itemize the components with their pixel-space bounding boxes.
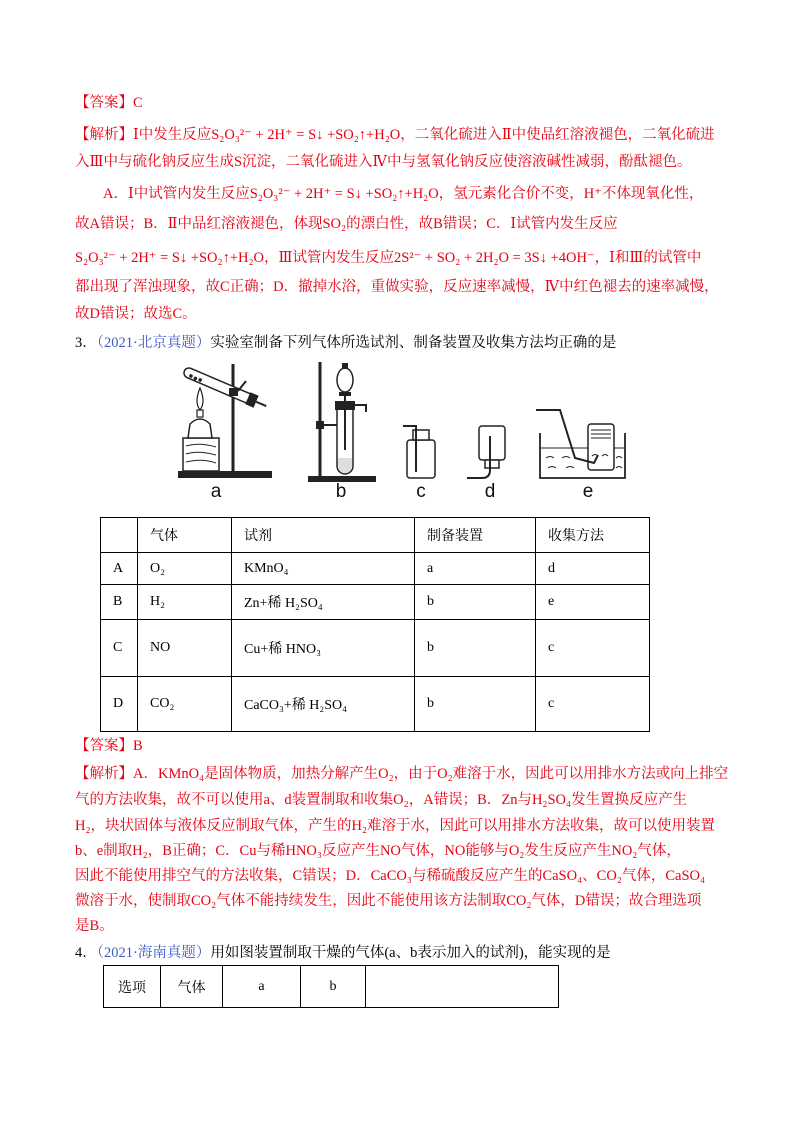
header-gas: 气体 [161,966,223,1008]
answer-b-analysis-line-1: 【解析】A．KMnO₄是固体物质，加热分解产生O₂，由于O₂难溶于水，因此可以用排水方法或向上排空 [75,766,729,782]
gas-cell: NO [138,620,232,677]
header-collection: 收集方法 [536,518,650,553]
table-header-row [104,966,559,1008]
delivery-tube [256,402,266,406]
question-4-line [75,943,611,963]
answer-c-analysis-line-1: 【解析】Ⅰ中发生反应S₂O₃²⁻ + 2H⁺ = S↓ +SO₂↑+H₂O，二氧化硫进入Ⅱ中使品红溶液褪色，二氧化硫进 [75,127,715,143]
apparatus-cell: b [415,620,536,677]
alcohol-lamp [188,388,212,438]
stand-base [178,471,272,478]
collection-cell: e [536,585,650,620]
answer-b-label: 【答案】B [75,738,143,754]
clamp-body [229,388,238,396]
question-3-source-tag: （2021·北京真题） [96,335,211,351]
gas-cell: O₂ [138,553,232,585]
test-tube [182,365,269,412]
apparatus-cell: b [415,677,536,732]
answer-b-analysis-line-2: 气的方法收集，故不可以使用a、d装置制取和收集O₂，A错误；B．Zn与H₂SO₄发生置换反应产生 [75,792,688,808]
option-letter: B [101,585,138,620]
answer-b-analysis-line-6: 微溶于水，使制取CO₂气体不能持续发生，因此不能使用该方法制取CO₂气体，D错误；故合理选项 [75,893,702,909]
answer-c-analysis-line-5: S₂O₃²⁻ + 2H⁺ = S↓ +SO₂↑+H₂O，Ⅲ试管内发生反应2S²⁻ + SO₂ + 2H₂O = 3S↓ +4OH⁻，Ⅰ和Ⅲ的试管中 [75,250,702,266]
funnel-top-stopper [342,363,348,369]
reagent-cell: KMnO₄ [232,553,415,585]
table-corner-cell [101,518,138,553]
table-row [101,585,650,620]
table-header-row [101,518,650,553]
table-row [101,677,650,732]
apparatus-cell: a [415,553,536,585]
gas-bottle-neck [485,460,499,468]
answer-c-analysis-line-6: 都出现了浑浊现象，故C正确；D．撤掉水浴，重做实验，反应速率减慢，Ⅳ中红色褪去的速率减慢， [75,279,719,295]
header-reagent-a: a [223,966,301,1008]
answer-b-analysis-line-3: H₂，块状固体与液体反应制取气体，产生的H₂难溶于水，因此可以用排水方法收集，故可以使用装置 [75,818,716,834]
option-letter: C [101,620,138,677]
answer-c-analysis-line-2: 入Ⅲ中与硫化钠反应生成S沉淀，二氧化硫进入Ⅳ中与氢氧化钠反应使溶液碱性减弱，酚酞褪色。 [75,154,692,170]
gas-cell: CO₂ [138,677,232,732]
reagent-cell: Cu+稀 HNO₃ [232,620,415,677]
apparatus-b-funnel-tube [308,362,376,482]
answer-c-analysis-line-7: 故D错误；故选C。 [75,306,197,322]
lamp-body [188,419,212,438]
question-4-options-table [103,965,559,1008]
question-3-options-table [100,517,650,732]
header-reagent-b: b [301,966,366,1008]
answer-b-analysis-line-7: 是B。 [75,918,114,934]
question-4-number: 4． [75,945,97,961]
option-letter: D [101,677,138,732]
answer-c-analysis-line-3: A．Ⅰ中试管内发生反应S₂O₃²⁻ + 2H⁺ = S↓ +SO₂↑+H₂O，氢元素化合价不变，H⁺不体现氧化性， [103,186,704,202]
question-3-number: 3． [75,335,97,351]
question-3-stem: 实验室制备下列气体所选试剂、制备装置及收集方法均正确的是 [210,335,617,351]
clamp-body [316,421,324,429]
apparatus-figure [170,355,640,505]
apparatus-label-c: c [416,481,426,502]
lamp-flame [197,388,203,410]
apparatus-a-solid-heating [178,364,272,478]
header-apparatus: 制备装置 [415,518,536,553]
gas-bottle-body [479,426,505,460]
header-empty-cell [366,966,559,1008]
apparatus-d-downward-collection-bottle [467,426,505,478]
collection-cell: c [536,620,650,677]
answer-c-analysis-line-4: 故A错误；B．Ⅱ中品红溶液褪色，体现SO₂的漂白性，故B错误；C．Ⅰ试管内发生反应 [75,216,618,232]
wooden-block [183,438,219,471]
separatory-funnel [337,368,353,392]
apparatus-cell: b [415,585,536,620]
tube-clamp [316,421,338,429]
lamp-wick-holder [197,410,203,417]
question-4-stem: 用如图装置制取干燥的气体(a、b表示加入的试剂)，能实现的是 [210,945,611,961]
answer-b-analysis-line-4: b、e制取H₂，B正确；C．Cu与稀HNO₃反应产生NO气体，NO能够与O₂发生反应产生NO₂气体， [75,843,681,859]
gas-cell: H₂ [138,585,232,620]
apparatus-label-e: e [582,481,594,502]
gas-bottle-body [407,440,435,478]
header-reagent: 试剂 [232,518,415,553]
question-3-line [75,333,616,353]
apparatus-e-water-trough [536,410,625,478]
liquid-reagent [338,458,352,473]
answer-b-analysis-line-5: 因此不能使用排空气的方法收集，C错误；D．CaCO₃与稀硫酸反应产生的CaSO₄、CO₂气体，CaSO₄ [75,868,706,884]
reagent-cell: Zn+稀 H₂SO₄ [232,585,415,620]
reagent-cell: CaCO₃+稀 H₂SO₄ [232,677,415,732]
question-4-source-tag: （2021·海南真题） [96,945,211,961]
table-row [101,620,650,677]
header-gas: 气体 [138,518,232,553]
answer-c-label: 【答案】C [75,95,143,111]
apparatus-label-a: a [210,481,222,502]
apparatus-label-d: d [484,481,496,502]
delivery-tube [355,405,366,412]
collection-cell: c [536,677,650,732]
table-row [101,553,650,585]
option-letter: A [101,553,138,585]
header-option: 选项 [104,966,161,1008]
apparatus-label-b: b [335,481,347,502]
apparatus-c-upward-collection-bottle [403,426,435,478]
collection-cell: d [536,553,650,585]
